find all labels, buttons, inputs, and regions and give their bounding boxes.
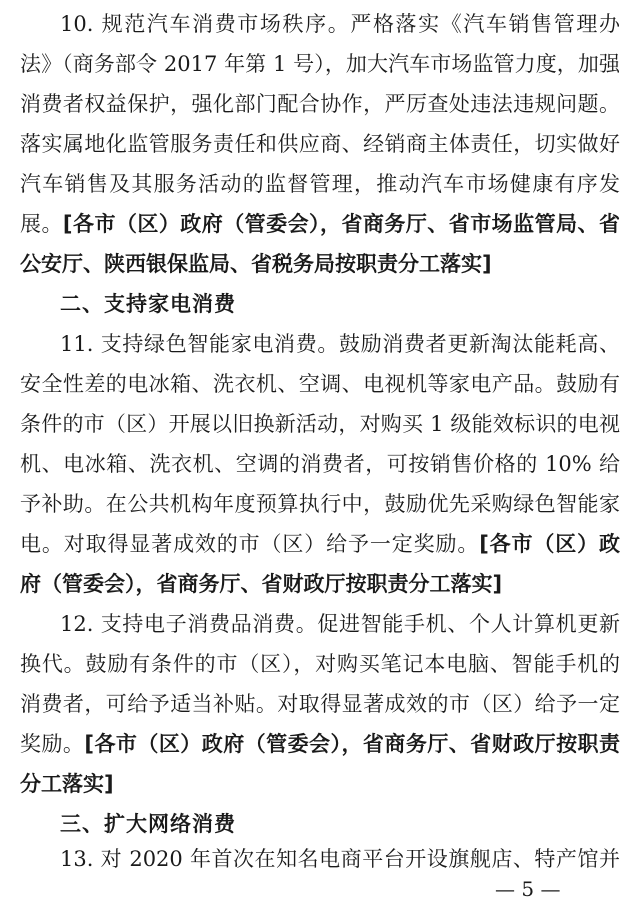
para12-line-4-text: 奖励。 <box>20 732 85 756</box>
para11-line-1: 11. 支持绿色智能家电消费。鼓励消费者更新淘汰能耗高、 <box>60 332 620 356</box>
para12-line-5: 分工落实] <box>20 772 114 796</box>
para11-line-6-text: 电。对取得显著成效的市（区）给予一定奖励。 <box>20 532 480 556</box>
para10-line-3: 消费者权益保护，强化部门配合协作，严厉查处违法违规问题。 <box>20 92 620 116</box>
para11-line-7: 府（管委会），省商务厅、省财政厅按职责分工落实] <box>20 572 503 596</box>
para11-line-4: 机、电冰箱、洗衣机、空调的消费者，可按销售价格的 10% 给 <box>20 452 620 476</box>
section-heading-3: 三、扩大网络消费 <box>60 812 236 836</box>
para10-line-1: 10. 规范汽车消费市场秩序。严格落实《汽车销售管理办 <box>60 12 620 36</box>
section-heading-2: 二、支持家电消费 <box>60 292 236 316</box>
para13-line-1: 13. 对 2020 年首次在知名电商平台开设旗舰店、特产馆并 <box>60 847 620 871</box>
para12-line-4-responsibility: [各市（区）政府（管委会），省商务厅、省财政厅按职责 <box>84 732 620 756</box>
para11-line-3: 条件的市（区）开展以旧换新活动，对购买 1 级能效标识的电视 <box>20 412 620 436</box>
para11-line-6-responsibility: [各市（区）政 <box>479 532 620 556</box>
para12-line-1: 12. 支持电子消费品消费。促进智能手机、个人计算机更新 <box>60 612 620 636</box>
para10-line-6-responsibility: [各市（区）政府（管委会），省商务厅、省市场监管局、省 <box>62 212 620 236</box>
para10-line-2: 法》（商务部令 2017 年第 1 号），加大汽车市场监管力度，加强 <box>20 52 620 76</box>
para10-line-6 <box>20 210 620 238</box>
para10-line-7: 公安厅、陕西银保监局、省税务局按职责分工落实] <box>20 252 492 276</box>
para12-line-2: 换代。鼓励有条件的市（区），对购买笔记本电脑、智能手机的 <box>20 652 620 676</box>
para10-line-5: 汽车销售及其服务活动的监督管理，推动汽车市场健康有序发 <box>20 172 620 196</box>
para12-line-3: 消费者，可给予适当补贴。对取得显著成效的市（区）给予一定 <box>20 692 620 716</box>
para10-line-6-text: 展。 <box>20 212 63 236</box>
para11-line-6 <box>20 530 620 558</box>
para10-line-4: 落实属地化监管服务责任和供应商、经销商主体责任，切实做好 <box>20 132 620 156</box>
para12-line-4 <box>20 730 620 758</box>
para11-line-2: 安全性差的电冰箱、洗衣机、空调、电视机等家电产品。鼓励有 <box>20 372 620 396</box>
page-number: — 5 — <box>495 877 561 901</box>
para11-line-5: 予补助。在公共机构年度预算执行中，鼓励优先采购绿色智能家 <box>20 492 620 516</box>
